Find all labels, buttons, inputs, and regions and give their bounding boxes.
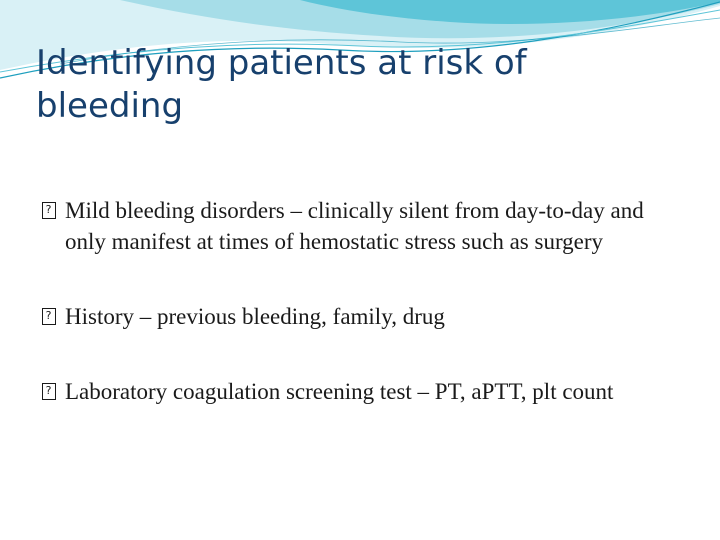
bullet-item xyxy=(40,376,680,407)
missing-glyph-icon xyxy=(42,202,56,219)
bullet-item xyxy=(40,301,680,332)
bullet-item xyxy=(40,195,680,257)
bullet-text: Laboratory coagulation screening test – PT, aPTT, plt count xyxy=(65,379,614,404)
missing-glyph-icon xyxy=(42,308,56,325)
slide-title: Identifying patients at risk of bleeding xyxy=(36,43,527,126)
bullet-text: History – previous bleeding, family, drug xyxy=(65,304,445,329)
bullet-text: Mild bleeding disorders – clinically silent from day-to-day and only manifest at times of hemostatic stress such as surgery xyxy=(65,198,644,254)
bullet-list xyxy=(40,195,680,407)
missing-glyph-icon xyxy=(42,383,56,400)
